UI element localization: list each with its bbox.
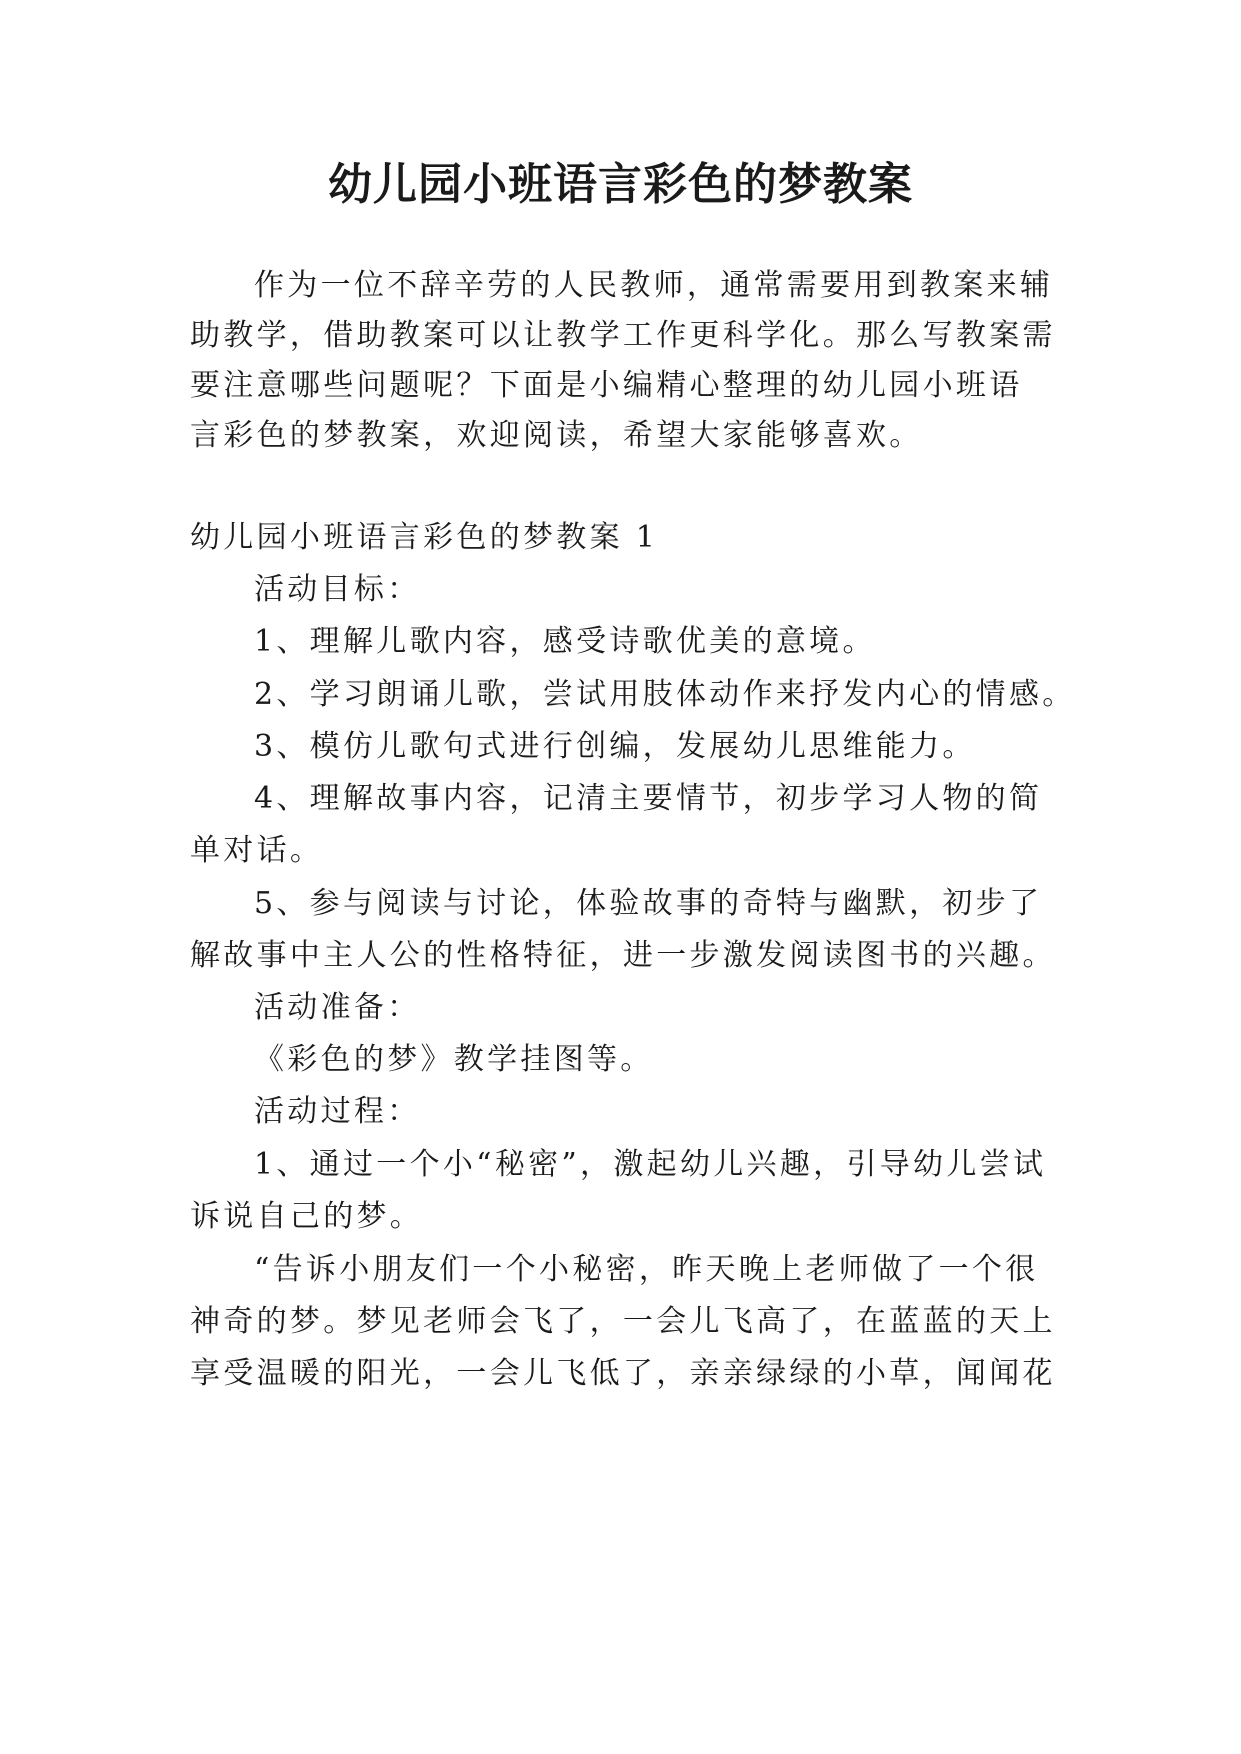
goals-heading: 活动目标：	[254, 572, 421, 607]
goal-item-2: 2、学习朗诵儿歌，尝试用肢体动作来抒发内心的情感。	[254, 677, 1076, 712]
intro-line-2: 助教学，借助教案可以让教学工作更科学化。那么写教案需	[190, 318, 1056, 353]
quote-line-2: 神奇的梦。梦见老师会飞了，一会儿飞高了，在蓝蓝的天上	[190, 1304, 1056, 1339]
prep-item: 《彩色的梦》教学挂图等。	[254, 1042, 654, 1077]
intro-line-3: 要注意哪些问题呢？下面是小编精心整理的幼儿园小班语	[190, 368, 1023, 403]
goal-item-4-cont: 单对话。	[190, 833, 324, 868]
prep-heading: 活动准备：	[254, 990, 421, 1025]
quote-line-3: 享受温暖的阳光，一会儿飞低了，亲亲绿绿的小草，闻闻花	[190, 1356, 1056, 1391]
process-item-1-cont: 诉说自己的梦。	[190, 1199, 424, 1234]
goal-item-4: 4、理解故事内容，记清主要情节，初步学习人物的简	[254, 781, 1043, 816]
document-title: 幼儿园小班语言彩色的梦教案	[328, 159, 913, 210]
quote-line-1: “告诉小朋友们一个小秘密，昨天晚上老师做了一个很	[254, 1252, 1039, 1287]
goal-item-1: 1、理解儿歌内容，感受诗歌优美的意境。	[254, 624, 876, 659]
process-heading: 活动过程：	[254, 1094, 421, 1129]
intro-line-1: 作为一位不辞辛劳的人民教师，通常需要用到教案来辅	[254, 268, 1054, 303]
intro-line-4: 言彩色的梦教案，欢迎阅读，希望大家能够喜欢。	[190, 418, 923, 453]
goal-item-5-cont: 解故事中主人公的性格特征，进一步激发阅读图书的兴趣。	[190, 938, 1056, 973]
goal-item-5: 5、参与阅读与讨论，体验故事的奇特与幽默，初步了	[254, 886, 1043, 921]
section-heading: 幼儿园小班语言彩色的梦教案 1	[190, 520, 659, 555]
process-item-1: 1、通过一个小“秘密”，激起幼儿兴趣，引导幼儿尝试	[254, 1147, 1047, 1182]
goal-item-3: 3、模仿儿歌句式进行创编，发展幼儿思维能力。	[254, 729, 976, 764]
